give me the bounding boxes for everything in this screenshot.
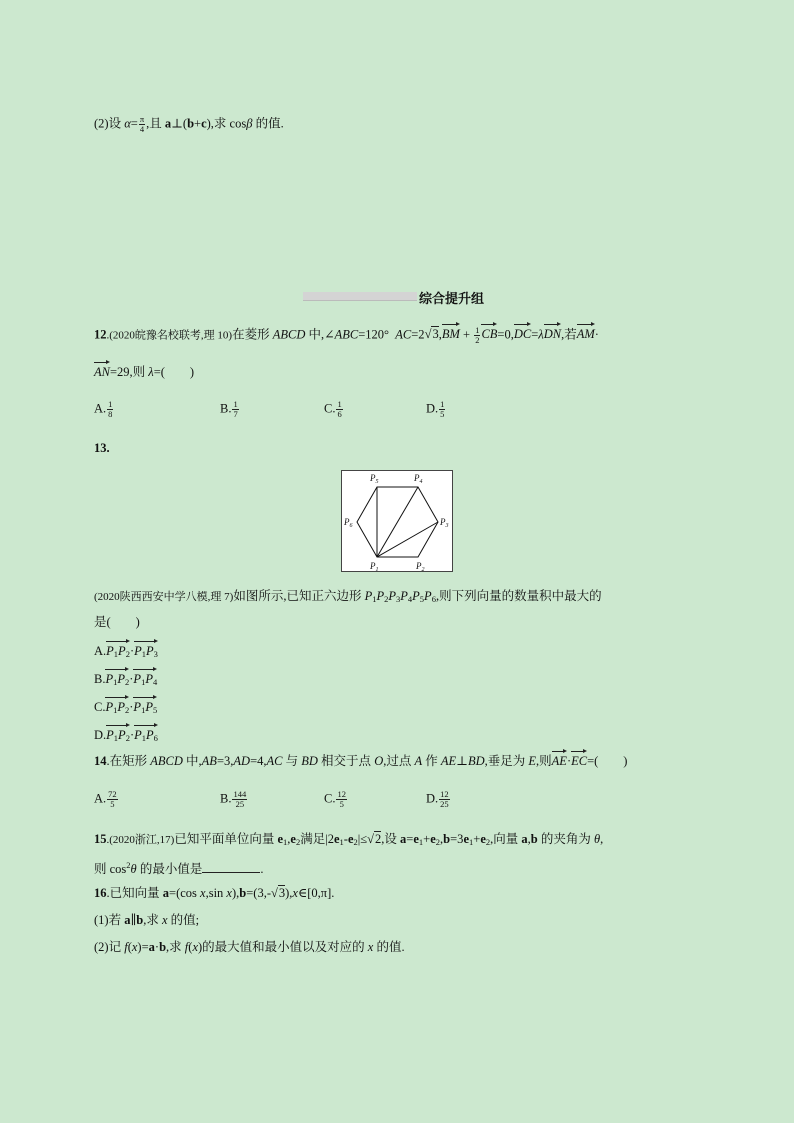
q14-option-b: B. $\frac{144}{25}$	[220, 789, 247, 809]
q14-option-a: A. $\frac{72}{5}$	[94, 789, 117, 809]
q13-number: 13.	[94, 441, 110, 455]
q13-option-c: $C.P_1P_2\cdot P_1P_5$	[94, 699, 157, 718]
q13-stem-line1: (2020陕西西安中学八模,理 7)如图所示,已知正六边形 $P_1P_2P_3P_4P_5P_6$,则下列向量的数量积中最大的	[94, 589, 602, 604]
q12-option-b: B. $\frac{1}{7}$	[220, 399, 238, 419]
answer-blank[interactable]	[202, 860, 260, 873]
q11-part2: (2)设 α= $\frac{\pi}{4}$ ,且 a⊥(b+c),求 cosβ 的值.	[94, 114, 284, 134]
section-header-bar	[303, 292, 417, 301]
q13-option-d: $D.P_1P_2\cdot P_1P_6$	[94, 727, 158, 746]
q13-option-b: $B.P_1P_2\cdot P_1P_4$	[94, 671, 157, 690]
section-header	[303, 288, 493, 306]
q16-part1: (1)若 a∥b,求 x 的值;	[94, 913, 200, 927]
hexagon-figure	[341, 470, 453, 572]
q12-option-d: D. $\frac{1}{5}$	[426, 399, 445, 419]
q14-option-c: C. $\frac{12}{5}$	[324, 789, 346, 809]
q13-stem-line2: 是( )	[94, 615, 140, 629]
q12-number: 12	[94, 327, 107, 342]
q14-number: 14	[94, 754, 107, 768]
q12-stem-line1: 12.(2020皖豫名校联考,理 10)在菱形 ABCD 中,∠ABC=120° AC=2√3,BM + $\frac{1}{2}$ CB=0,DC=λDN,若AM·	[94, 325, 599, 345]
label-p2: $P_2$	[416, 561, 425, 571]
label-p4: $P_4$	[414, 473, 423, 485]
segment-p1-p3	[377, 522, 438, 557]
q14-option-d: D. $\frac{12}{25}$	[426, 789, 449, 809]
q15-number: 15	[94, 832, 107, 846]
label-p6: $P_6$	[344, 517, 353, 529]
q16-part2: (2)记 f(x)=a·b,求 f(x)的最大值和最小值以及对应的 x 的值.	[94, 940, 405, 954]
segment-p1-p4	[377, 487, 418, 557]
q15-stem-line1: 15.(2020浙江,17)已知平面单位向量 $e_1,e_2$满足$|2e_1-e_2|\le√2$,设 $a=e_1+e_2,b=3e_1+e_2$,向量 a,b 的夹角为 θ,	[94, 832, 604, 847]
label-p3: $P_3$	[440, 517, 449, 529]
label-p1: $P_1$	[370, 561, 379, 571]
q15-stem-line2: 则 $\cos^2\theta$ 的最小值是 .	[94, 860, 264, 876]
q16-number: 16	[94, 886, 107, 900]
q14-stem: 14.在矩形 ABCD 中,AB=3,AD=4,AC 与 BD 相交于点 O,过点 A 作 AE⊥BD,垂足为 E,则AE·EC=( )	[94, 754, 628, 768]
q13-option-a: $A.P_1P_2\cdot P_1P_3$	[94, 643, 158, 662]
q12-option-a: A. $\frac{1}{8}$	[94, 399, 113, 419]
q12-option-c: C. $\frac{1}{6}$	[324, 399, 342, 419]
section-title: 综合提升组	[419, 292, 485, 307]
q16-stem: 16.已知向量 a=(cos x,sin x),b=(3,-√3),x∈[0,π].	[94, 886, 335, 900]
label-p5: $P_5$	[370, 473, 379, 485]
q12-stem-line2: AN=29,则 λ=( )	[94, 365, 195, 379]
